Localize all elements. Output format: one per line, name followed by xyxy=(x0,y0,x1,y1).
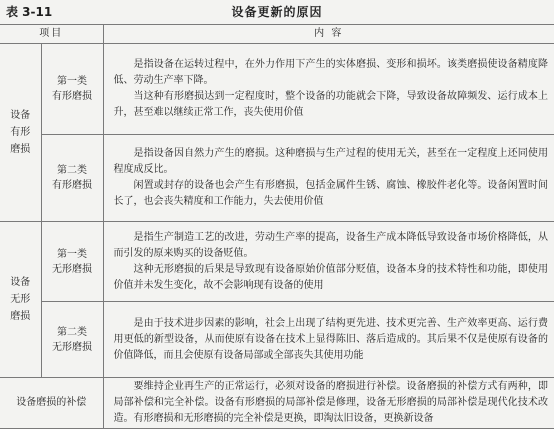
equipment-renewal-table xyxy=(0,24,554,429)
content-cell xyxy=(103,378,554,429)
header-content: 内 容 xyxy=(103,25,554,44)
sub-label: 第一类 无形磨损 xyxy=(41,222,103,302)
table-row xyxy=(0,378,554,429)
table-caption xyxy=(0,0,554,22)
sub-label: 第二类 有形磨损 xyxy=(41,135,103,222)
table-row xyxy=(0,302,554,378)
content-paragraph: 当这种有形磨损达到一定程度时，整个设备的功能就会下降，导致设备故障频发、运行成本上升，甚至难以继续正常工作，丧失使用价值 xyxy=(113,91,548,118)
content-cell xyxy=(103,222,554,302)
header-row xyxy=(0,25,554,44)
table-row xyxy=(0,44,554,135)
table-number: 表 3-11 xyxy=(6,5,53,19)
content-paragraph: 是指设备因自然力产生的磨损。这种磨损与生产过程的使用无关，甚至在一定程度上还同使用程度成反比。 xyxy=(113,148,548,175)
table-title: 设备更新的原因 xyxy=(231,5,323,19)
content-cell xyxy=(103,135,554,222)
compensation-label: 设备磨损的补偿 xyxy=(0,378,103,429)
content-paragraph: 这种无形磨损的后果是导致现有设备原始价值部分贬值，设备本身的技术特性和功能，即使用价值并未发生变化，故不会影响现有设备的使用 xyxy=(113,263,548,291)
content-cell xyxy=(103,44,554,135)
group-label-intangible: 设备 无形 磨损 xyxy=(0,222,41,378)
content-paragraph: 要维持企业再生产的正常运行，必须对设备的磨损进行补偿。设备磨损的补偿方式有两种，即局部补偿和完全补偿。设备有形磨损的局部补偿是修理，设备无形磨损的局部补偿是现代化技术改造。有形磨损和无形磨损的完全补偿是更换，即淘汰旧设备，更换新设备 xyxy=(113,381,548,424)
content-paragraph: 是指设备在运转过程中，在外力作用下产生的实体磨损、变形和损坏。该类磨损使设备精度降低、劳动生产率下降。 xyxy=(113,59,548,86)
content-cell xyxy=(103,302,554,378)
content-paragraph: 是指生产制造工艺的改进，劳动生产率的提高，设备生产成本降低导致设备市场价格降低，从而引发的原来购买的设备贬值。 xyxy=(113,231,548,259)
table-row xyxy=(0,135,554,222)
sub-label: 第一类 有形磨损 xyxy=(41,44,103,135)
table-row xyxy=(0,222,554,302)
sub-label: 第二类 无形磨损 xyxy=(41,302,103,378)
content-paragraph: 是由于技术进步因素的影响，社会上出现了结构更先进、技术更完善、生产效率更高、运行费用更低的新型设备，从而使原有设备在技术上显得陈旧、落后造成的。其后果不仅是使原有设备的价值降低，而且会使原有设备局部或全部丧失其使用功能 xyxy=(113,317,548,361)
content-paragraph: 闲置或封存的设备也会产生有形磨损，包括金属件生锈、腐蚀、橡胶件老化等。设备闲置时间长了，也会丧失精度和工作能力，失去使用价值 xyxy=(113,180,548,207)
header-item: 项目 xyxy=(0,25,103,44)
group-label-tangible: 设备 有形 磨损 xyxy=(0,44,41,222)
